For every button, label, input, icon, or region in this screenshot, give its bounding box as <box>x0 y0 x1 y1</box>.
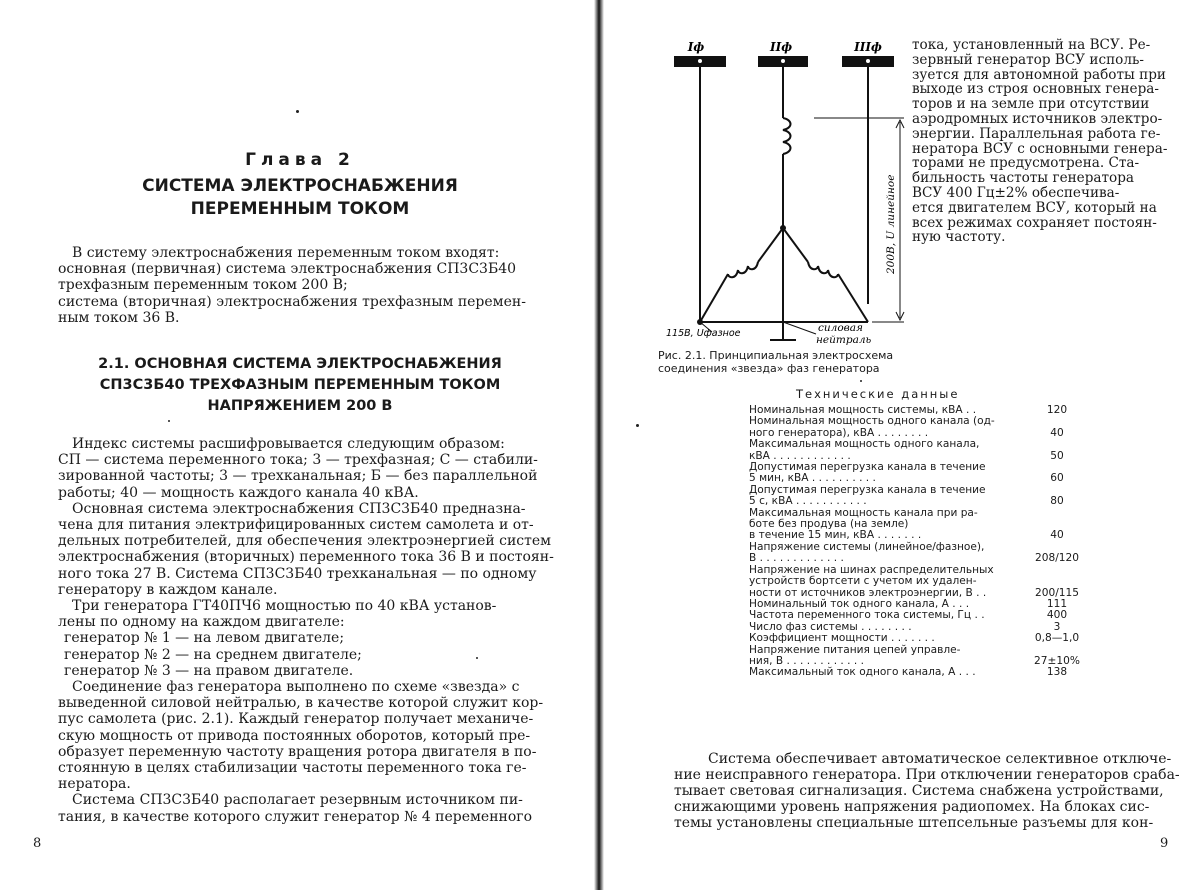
neutral-label: силовая <box>818 322 863 334</box>
tech-label-line: в течение 15 мин, кВА . . . . . . . <box>749 529 922 542</box>
text-line: зервный генератор ВСУ исполь- <box>912 51 1144 68</box>
text-line: основная (первичная) система электроснабжения СП3С3Б40 <box>58 261 517 278</box>
text-line: аэродромных источников электро- <box>912 110 1163 127</box>
tech-data-value: 27±10% <box>1034 654 1080 667</box>
text-line: энергии. Параллельная работа ге- <box>912 125 1161 142</box>
tech-label-line: В . . . . . . . . . . . . . <box>749 552 844 565</box>
tech-label-line: Число фаз системы . . . . . . . . <box>749 620 912 633</box>
tech-data-value: 50 <box>1050 449 1064 462</box>
print-speck <box>860 380 862 382</box>
tech-data-row <box>749 416 1094 439</box>
page-number-right: 9 <box>1160 836 1169 851</box>
phase-label-1: Iф <box>687 40 705 54</box>
tech-label-line: боте без продува (на земле) <box>749 518 909 531</box>
tech-data-row <box>749 645 1094 668</box>
caption-line: Рис. 2.1. Принципиальная электросхема <box>658 349 894 362</box>
book-gutter <box>594 0 604 890</box>
text-line: торов и на земле при отсутствии <box>912 96 1150 113</box>
tech-label-line: 5 с, кВА . . . . . . . . . . . <box>749 495 867 508</box>
text-line: тывает световая сигнализация. Система снабжена устройствами, <box>674 783 1164 799</box>
text-line: система (вторичная) электроснабжения трехфазным перемен- <box>58 293 526 310</box>
text-line: ВСУ 400 Гц±2% обеспечива- <box>912 184 1120 201</box>
winding-2 <box>783 118 791 154</box>
text-line: чена для питания электрифицированных систем самолета и от- <box>58 517 534 534</box>
tech-data-heading: Технические данные <box>796 387 960 401</box>
tech-data-value: 111 <box>1046 597 1068 610</box>
text-line: тока, установленный на ВСУ. Ре- <box>912 37 1151 53</box>
text-line: Основная система электроснабжения СП3С3Б40 предназна- <box>72 500 526 517</box>
winding-1 <box>728 262 758 277</box>
text-line: образует переменную частоту вращения ротора двигателя в по- <box>58 743 537 760</box>
tech-label-line: Напряжение системы (линейное/фазное), <box>749 540 985 553</box>
text-line: СП — система переменного тока; 3 — трехфазная; С — стабили- <box>58 452 538 469</box>
tech-data-row <box>749 439 1094 462</box>
tech-data-label <box>749 667 1017 678</box>
chapter-title-line: СИСТЕМА ЭЛЕКТРОСНАБЖЕНИЯ <box>142 176 458 196</box>
tech-data-table <box>749 405 1094 679</box>
tech-data-value: 120 <box>1046 404 1068 416</box>
tech-label-line: кВА . . . . . . . . . . . . <box>749 449 851 462</box>
text-line: работы; 40 — мощность каждого канала 40 кВА. <box>58 484 419 501</box>
tech-data-label <box>749 542 1017 565</box>
tech-label-line: 5 мин, кВА . . . . . . . . . . <box>749 472 876 485</box>
section-title <box>55 354 545 417</box>
text-line: трехфазным переменным током 200 В; <box>58 277 348 294</box>
tech-label-line: Максимальная мощность канала при ра- <box>749 506 978 519</box>
phase-label-3: IIIф <box>854 40 882 54</box>
text-line: дельных потребителей, для обеспечения электроэнергией систем <box>58 533 552 550</box>
tech-data-row <box>749 485 1094 508</box>
tech-data-value: 400 <box>1046 609 1068 622</box>
tech-data-row <box>749 610 1094 621</box>
text-line: пус самолета (рис. 2.1). Каждый генератор получает механиче- <box>58 711 534 728</box>
tech-data-label <box>749 633 1017 644</box>
text-line: темы установлены специальные штепсельные разъемы для кон- <box>674 815 1154 831</box>
tech-label-line: ного генератора), кВА . . . . . . . . <box>749 426 929 439</box>
tech-label-line: Номинальная мощность одного канала (од- <box>749 415 995 428</box>
tech-label-line: Номинальная мощность системы, кВА . . <box>749 404 977 416</box>
body-text <box>58 436 554 825</box>
text-line: стоянную в целях стабилизации частоты переменного тока ге- <box>58 760 527 777</box>
section-title-line: НАПРЯЖЕНИЕМ 200 В <box>207 398 393 414</box>
tech-label-line: Максимальный ток одного канала, А . . . <box>749 666 976 679</box>
tech-label-line: устройств бортсети с учетом их удален- <box>749 575 977 588</box>
text-line: лены по одному на каждом двигателе: <box>58 614 345 631</box>
tech-label-line: Допустимая перегрузка канала в течение <box>749 461 986 474</box>
side-text <box>912 38 1176 245</box>
text-line: ным током 36 В. <box>58 309 180 326</box>
tech-data-value: 40 <box>1050 529 1064 542</box>
tech-data-value: 80 <box>1050 495 1064 508</box>
star-connection-diagram <box>666 34 916 354</box>
tech-data-value: 0,8—1,0 <box>1034 632 1080 645</box>
print-speck <box>636 424 639 427</box>
text-line: тания, в качестве которого служит генератор № 4 переменного <box>58 808 533 825</box>
tech-label-line: Напряжение на шинах распределительных <box>749 563 994 576</box>
text-line: ную частоту. <box>912 229 1006 246</box>
text-line: Три генератора ГТ40ПЧ6 мощностью по 40 кВА установ- <box>72 598 497 615</box>
tech-label-line: ния, В . . . . . . . . . . . . <box>749 654 865 667</box>
page-number-left: 8 <box>33 836 42 851</box>
text-line: генератору в каждом канале. <box>58 581 278 598</box>
tech-data-row <box>749 542 1094 565</box>
text-line: скую мощность от привода постоянных оборотов, который пре- <box>58 727 531 744</box>
tech-data-row <box>749 633 1094 644</box>
text-line: ние неисправного генератора. При отключении генераторов сраба- <box>674 767 1180 783</box>
tech-data-label <box>749 645 1017 668</box>
tech-label-line: Напряжение питания цепей управле- <box>749 643 961 656</box>
tech-label-line: Максимальная мощность одного канала, <box>749 438 980 451</box>
print-speck <box>476 657 478 659</box>
text-line: всех режимах сохраняет постоян- <box>912 214 1157 231</box>
text-line: В систему электроснабжения переменным током входят: <box>72 245 500 261</box>
tech-data-label <box>749 416 1017 439</box>
tech-label-line: Допустимая перегрузка канала в течение <box>749 483 986 496</box>
line-voltage-label: 200В, U линейное <box>885 174 897 274</box>
tech-data-label <box>749 508 1017 542</box>
print-speck <box>296 110 299 113</box>
caption-line: соединения «звезда» фаз генератора <box>658 361 880 375</box>
text-line: нератора ВСУ с основными генера- <box>912 140 1168 157</box>
tech-data-row <box>749 508 1094 542</box>
tech-data-value: 138 <box>1046 666 1068 679</box>
tech-data-label <box>749 485 1017 508</box>
tech-data-label <box>749 439 1017 462</box>
tech-data-row <box>749 462 1094 485</box>
figure-caption <box>658 350 893 375</box>
text-line: Индекс системы расшифровывается следующим образом: <box>72 436 505 452</box>
tech-data-row <box>749 565 1094 599</box>
text-line: генератор № 2 — на среднем двигателе; <box>64 646 362 663</box>
tech-data-value: 3 <box>1053 620 1061 633</box>
text-line: нератора. <box>58 776 131 793</box>
text-line: Соединение фаз генератора выполнено по схеме «звезда» с <box>72 679 520 696</box>
section-title-line: СП3С3Б40 ТРЕХФАЗНЫМ ПЕРЕМЕННЫМ ТОКОМ <box>99 377 501 393</box>
tech-data-value: 200/115 <box>1034 586 1079 599</box>
text-line: выходе из строя основных генера- <box>912 81 1160 98</box>
left-page <box>0 0 596 890</box>
print-speck <box>168 420 170 422</box>
intro-text <box>58 245 538 326</box>
chapter-label: Глава 2 <box>245 150 355 170</box>
winding-3 <box>808 262 838 277</box>
tech-label-line: Коэффициент мощности . . . . . . . <box>749 632 935 645</box>
chapter-title-line: ПЕРЕМЕННЫМ ТОКОМ <box>190 199 410 219</box>
text-line: бильность частоты генератора <box>912 170 1135 187</box>
text-line: зуется для автономной работы при <box>912 66 1166 83</box>
text-line: генератор № 1 — на левом двигателе; <box>64 630 345 647</box>
text-line: Система обеспечивает автоматическое селективное отключе- <box>708 751 1172 767</box>
text-line: генератор № 3 — на правом двигателе. <box>64 662 354 679</box>
chapter-title <box>40 175 560 221</box>
text-line: выведенной силовой нейтралью, в качестве которой служит кор- <box>58 695 544 712</box>
text-line: Система СП3С3Б40 располагает резервным источником пи- <box>72 792 523 809</box>
tech-data-row <box>749 667 1094 678</box>
tech-label-line: Номинальный ток одного канала, А . . . <box>749 597 970 610</box>
text-line: снижающими уровень напряжения радиопомех. На блоках сис- <box>674 799 1150 815</box>
tech-data-label <box>749 462 1017 485</box>
tech-data-label <box>749 610 1017 621</box>
text-line: ется двигателем ВСУ, который на <box>912 199 1157 216</box>
tech-label-line: ности от источников электроэнергии, В . . <box>749 586 987 599</box>
right-page <box>604 0 1200 890</box>
phase-label-2: IIф <box>769 40 793 54</box>
bottom-text <box>674 751 1180 831</box>
tech-data-value: 208/120 <box>1034 552 1079 565</box>
neutral-label: нейтраль <box>816 334 872 346</box>
section-title-line: 2.1. ОСНОВНАЯ СИСТЕМА ЭЛЕКТРОСНАБЖЕНИЯ <box>98 356 502 372</box>
tech-data-value: 60 <box>1050 472 1064 485</box>
phase-voltage-label: 115В, Uфазное <box>666 328 741 339</box>
tech-label-line: Частота переменного тока системы, Гц . . <box>749 609 985 622</box>
text-line: ного тока 27 В. Система СП3С3Б40 трехканальная — по одному <box>58 565 537 582</box>
text-line: электроснабжения (вторичных) переменного тока 36 В и постоян- <box>58 549 554 566</box>
tech-data-label <box>749 565 1017 599</box>
text-line: торами не предусмотрена. Ста- <box>912 155 1140 172</box>
text-line: зированной частоты; 3 — трехканальная; Б — без параллельной <box>58 468 538 485</box>
tech-data-value: 40 <box>1050 426 1064 439</box>
